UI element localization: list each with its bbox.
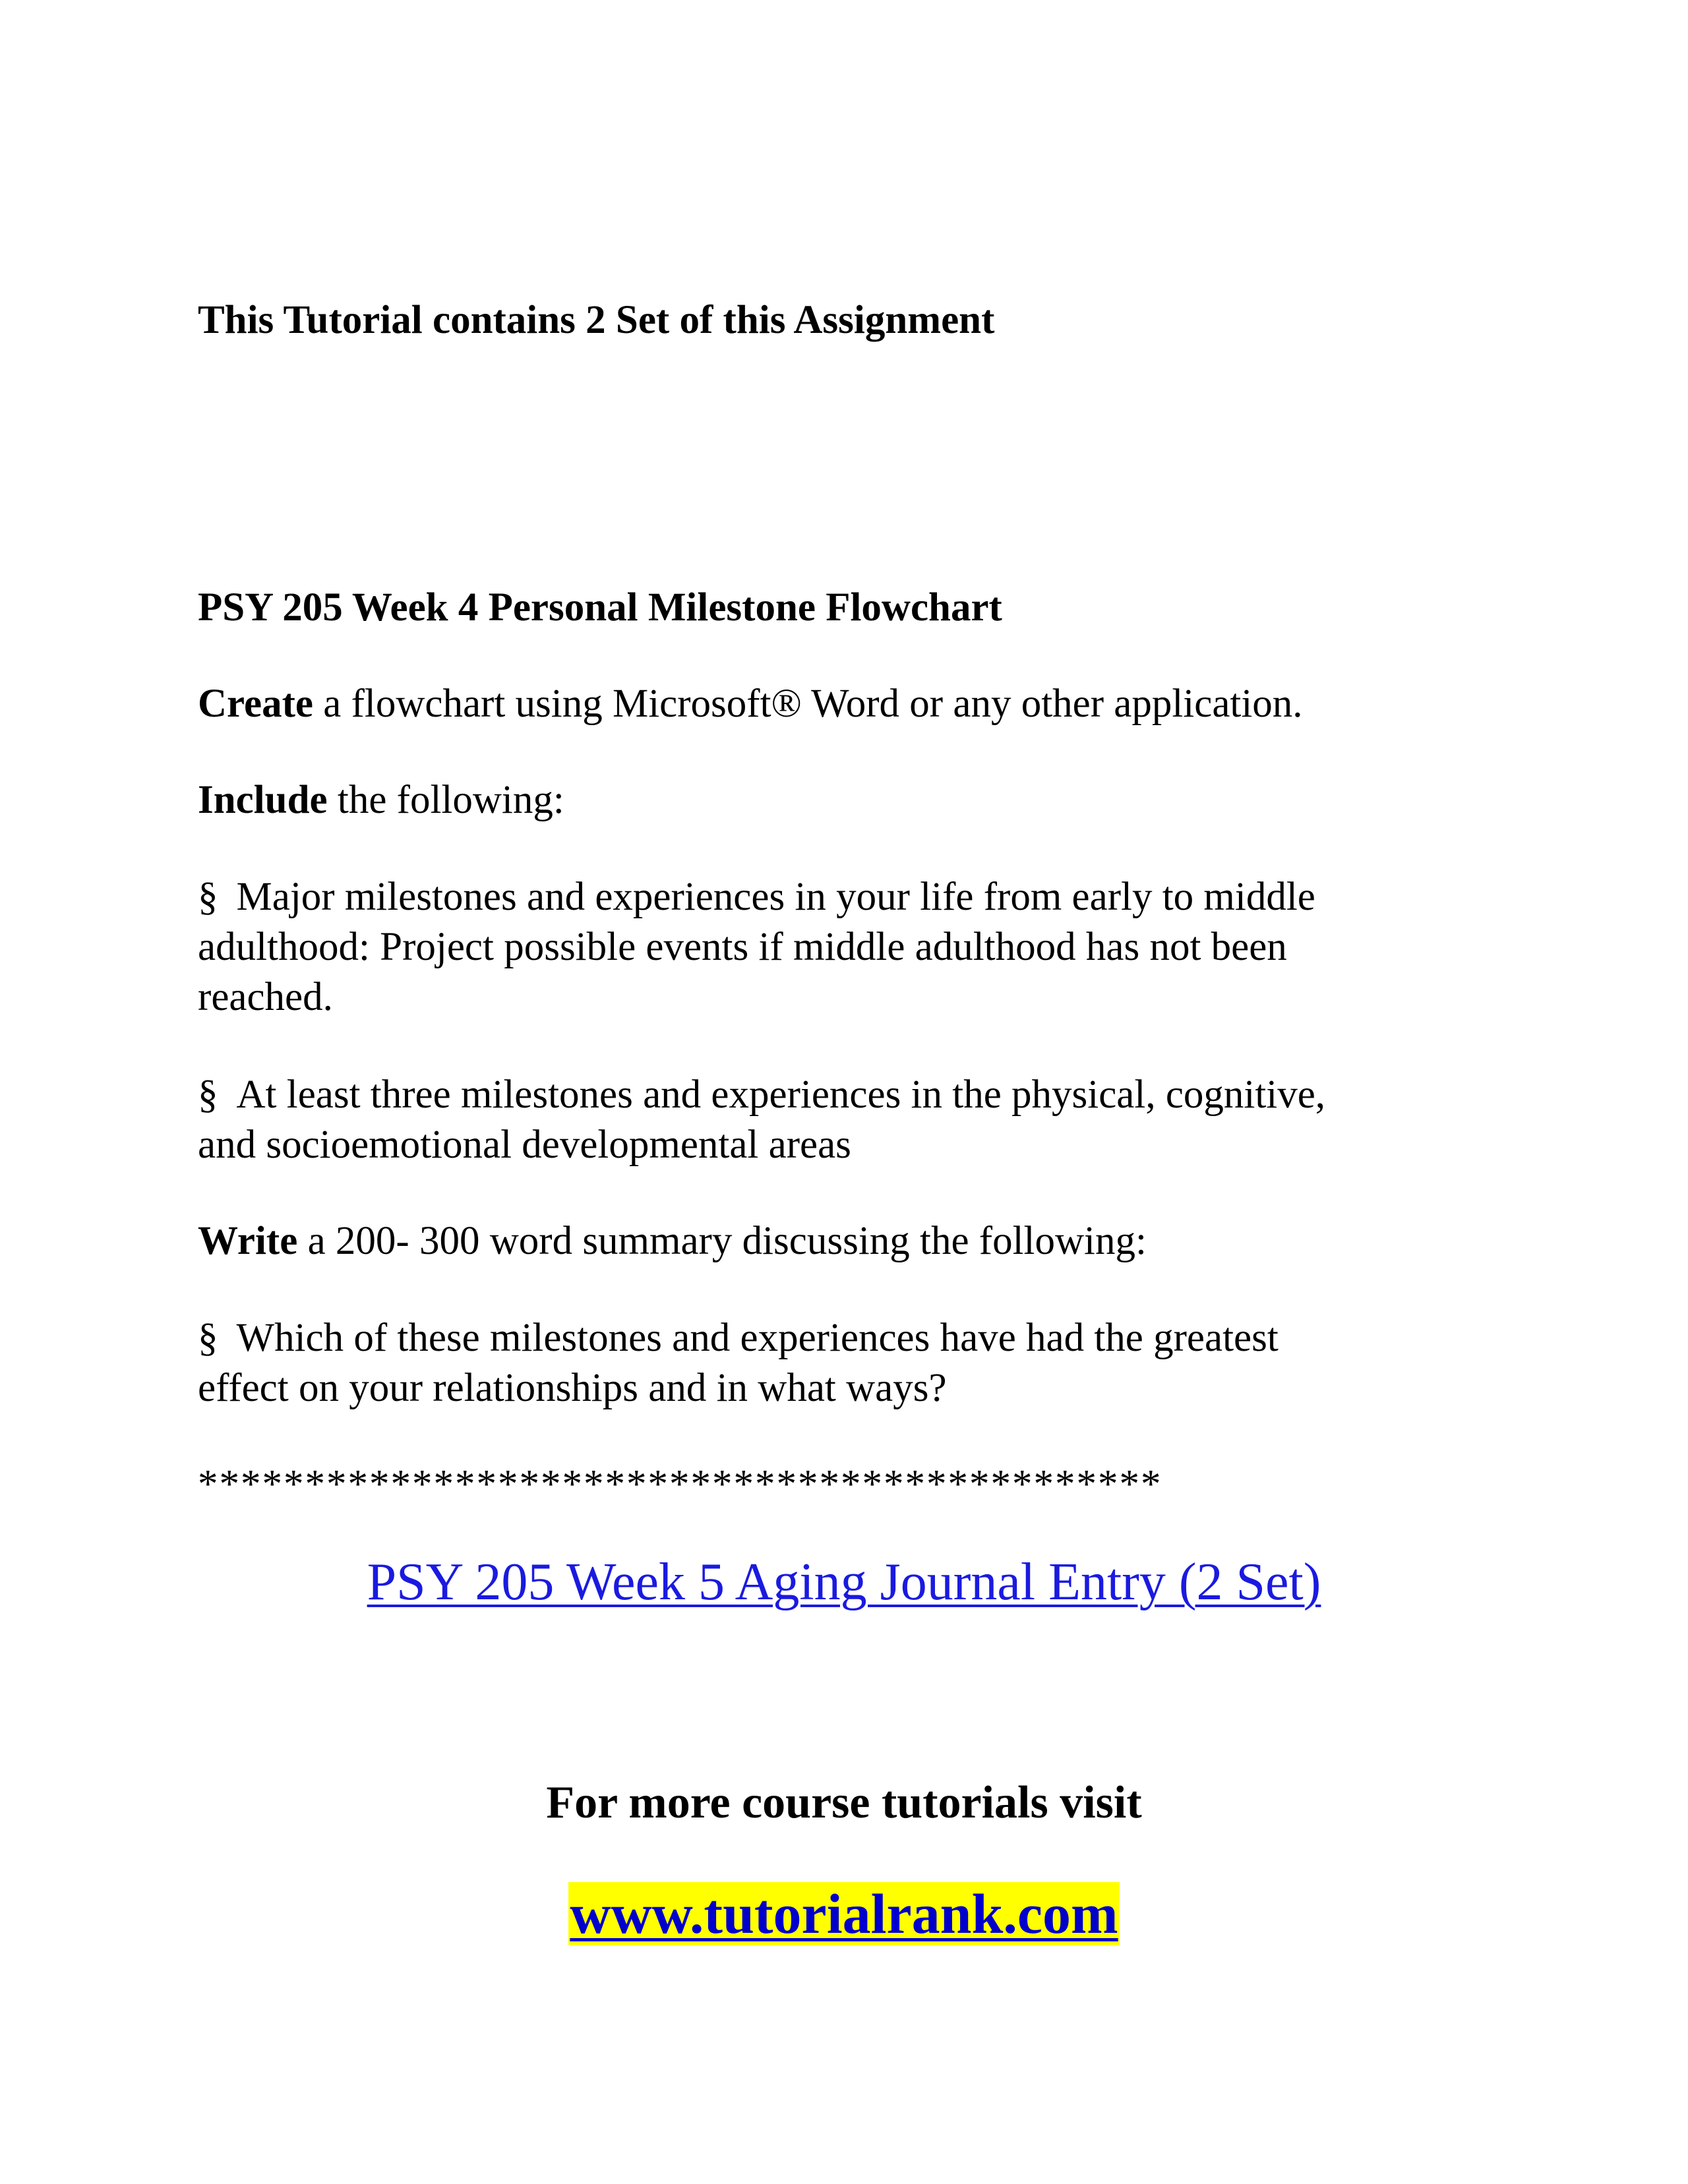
create-instruction <box>198 679 1303 729</box>
bullet-line: § Major milestones and experiences in your life from early to middle <box>198 875 1315 919</box>
next-assignment-link[interactable]: PSY 205 Week 5 Aging Journal Entry (2 Set) <box>367 1553 1321 1611</box>
include-instruction <box>198 775 564 825</box>
bullet-line: and socioemotional developmental areas <box>198 1123 851 1167</box>
include-label: Include <box>198 778 328 822</box>
include-text: the following: <box>327 778 564 822</box>
bullet-item <box>198 1313 1279 1413</box>
bullet-line: § At least three milestones and experiences in the physical, cognitive, <box>198 1073 1326 1117</box>
create-text: a flowchart using Microsoft® Word or any other application. <box>313 682 1303 726</box>
section-sign-icon: § <box>198 875 218 919</box>
website-link[interactable]: www.tutorialrank.com <box>570 1882 1118 1945</box>
create-label: Create <box>198 682 313 726</box>
more-tutorials-text: For more course tutorials visit <box>546 1777 1142 1828</box>
write-instruction <box>198 1216 1147 1266</box>
bullet-item <box>198 872 1315 1022</box>
bullet-line: § Which of these milestones and experiences have had the greatest <box>198 1316 1279 1360</box>
bullet-line: effect on your relationships and in what ways? <box>198 1366 947 1410</box>
next-assignment-link-wrap <box>0 1549 1688 1615</box>
website-link-wrap <box>0 1877 1688 1950</box>
bullet-line: adulthood: Project possible events if middle adulthood has not been <box>198 925 1287 969</box>
section-sign-icon: § <box>198 1316 218 1360</box>
bullet-item <box>198 1070 1325 1170</box>
assignment-heading: PSY 205 Week 4 Personal Milestone Flowchart <box>198 585 1002 630</box>
section-sign-icon: § <box>198 1073 218 1117</box>
intro-text: This Tutorial contains 2 Set of this Assignment <box>198 298 995 342</box>
write-text: a 200- 300 word summary discussing the following: <box>297 1219 1147 1263</box>
write-label: Write <box>198 1219 298 1263</box>
bullet-line: reached. <box>198 975 333 1019</box>
separator-stars: ********************************************* <box>198 1462 1162 1506</box>
